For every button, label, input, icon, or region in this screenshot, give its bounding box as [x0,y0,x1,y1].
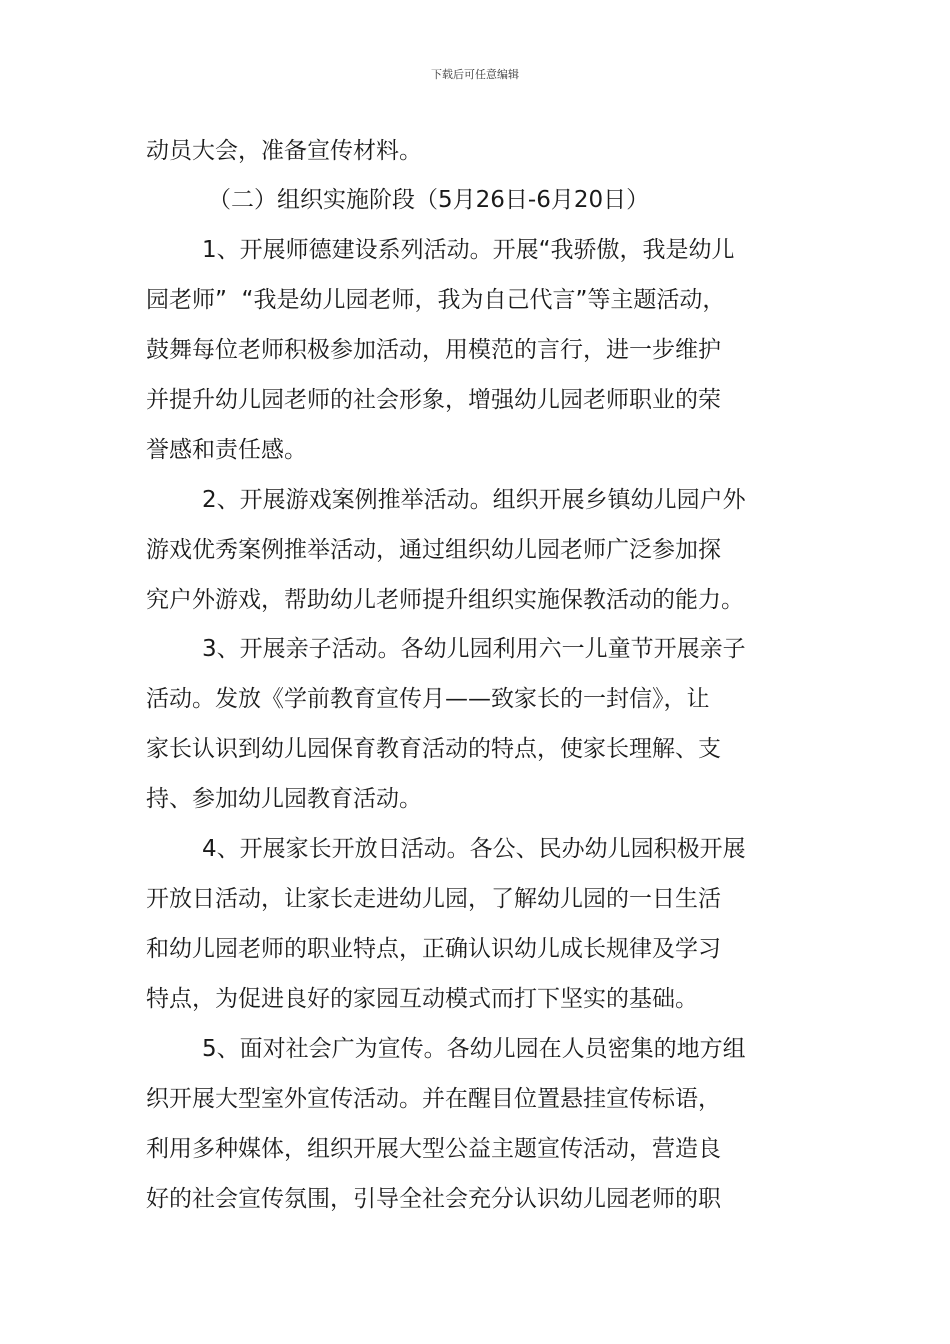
text-line: 活动。发放《学前教育宣传月——致家长的一封信》，让 [146,686,710,712]
text-line: 3、开展亲子活动。各幼儿园利用六一儿童节开展亲子 [202,636,746,662]
text-line: 究户外游戏，帮助幼儿老师提升组织实施保教活动的能力。 [146,587,744,613]
text-line: 5、面对社会广为宣传。各幼儿园在人员密集的地方组 [202,1036,746,1062]
text-line: 织开展大型室外宣传活动。并在醒目位置悬挂宣传标语， [146,1086,721,1112]
text-line: 和幼儿园老师的职业特点，正确认识幼儿成长规律及学习 [146,936,721,962]
text-line: 动员大会，准备宣传材料。 [146,138,422,164]
section-heading: （二）组织实施阶段（5月26日-6月20日） [208,187,650,213]
text-line: 利用多种媒体，组织开展大型公益主题宣传活动，营造良 [146,1136,721,1162]
text-line: 游戏优秀案例推举活动，通过组织幼儿园老师广泛参加探 [146,537,721,563]
text-line: 持、参加幼儿园教育活动。 [146,786,422,812]
text-line: 2、开展游戏案例推举活动。组织开展乡镇幼儿园户外 [202,487,746,513]
text-line: 并提升幼儿园老师的社会形象，增强幼儿园老师职业的荣 [146,387,721,413]
text-line: 誉感和责任感。 [146,437,307,463]
text-line: 家长认识到幼儿园保育教育活动的特点，使家长理解、支 [146,736,721,762]
text-line: 特点，为促进良好的家园互动模式而打下坚实的基础。 [146,986,698,1012]
text-line: 鼓舞每位老师积极参加活动，用模范的言行，进一步维护 [146,337,721,363]
text-line: 园老师” “我是幼儿园老师，我为自己代言”等主题活动， [146,287,726,313]
page-header: 下载后可任意编辑 [431,68,519,81]
text-line: 开放日活动，让家长走进幼儿园，了解幼儿园的一日生活 [146,886,721,912]
text-line: 4、开展家长开放日活动。各公、民办幼儿园积极开展 [202,836,746,862]
text-line: 好的社会宣传氛围，引导全社会充分认识幼儿园老师的职 [146,1186,721,1212]
text-line: 1、开展师德建设系列活动。开展“我骄傲，我是幼儿 [202,237,735,263]
